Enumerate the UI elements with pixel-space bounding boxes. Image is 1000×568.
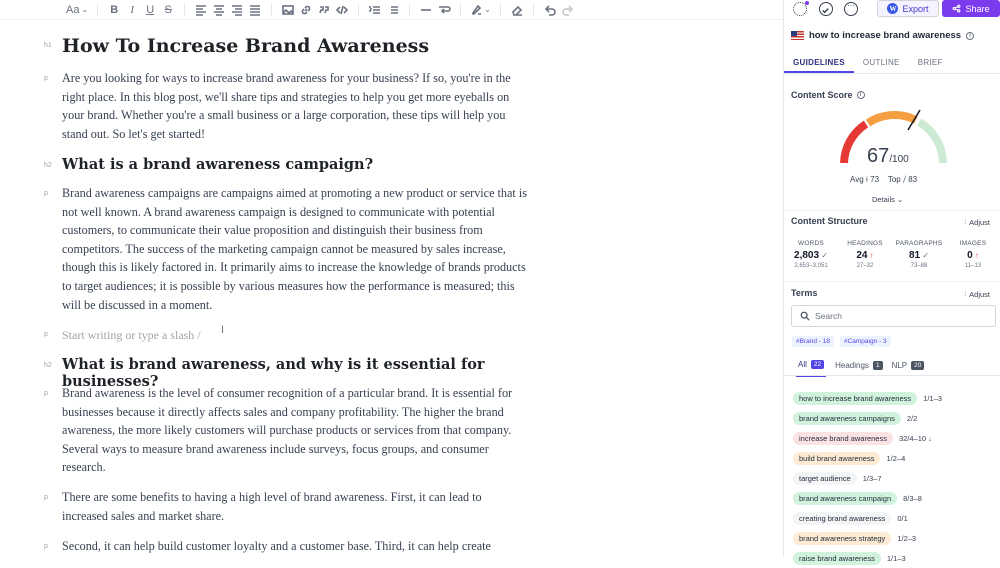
quote-button[interactable] (315, 1, 333, 19)
toolbar-separator (97, 4, 98, 16)
term-chip[interactable]: build brand awareness (793, 452, 880, 465)
stat-headings (838, 240, 892, 269)
terms-search-input[interactable] (791, 305, 996, 327)
content-score-value (867, 145, 909, 168)
content-score-label: Content Score (791, 90, 853, 100)
ordered-list-button[interactable] (366, 1, 384, 19)
topic-chip[interactable]: #Brand - 18 (792, 336, 834, 347)
undo-button[interactable] (541, 1, 559, 19)
search-placeholder: Search (815, 311, 842, 321)
term-count: 0/1 (897, 513, 908, 523)
panel-tabs (784, 52, 1000, 74)
stat-range: 2,653–3,051 (794, 263, 828, 269)
undo-icon (544, 4, 556, 16)
align-justify-button[interactable] (246, 1, 264, 19)
align-center-button[interactable] (210, 1, 228, 19)
bullet-list-button[interactable] (384, 1, 402, 19)
target-keyword (791, 30, 974, 41)
avg-marker-icon: ⟊ (865, 175, 871, 184)
editor-toolbar (0, 0, 783, 20)
section-divider (784, 210, 1000, 211)
block-type-tag: p (44, 190, 48, 197)
term-count: 32/4–10 ↓ (898, 433, 932, 443)
term-chip[interactable]: brand awareness campaigns (793, 412, 901, 425)
quote-icon (318, 4, 330, 16)
top-marker-icon: ⧸ (902, 175, 909, 184)
bullet-list-icon (387, 4, 399, 16)
avg-label: Avg (850, 175, 864, 184)
adjust-label: Adjust (969, 217, 990, 227)
gauge-orange-segment (868, 115, 916, 123)
heading-1[interactable]: How To Increase Brand Awareness (62, 35, 430, 57)
strikethrough-button[interactable]: S (164, 3, 172, 16)
align-right-button[interactable] (228, 1, 246, 19)
notification-dot (805, 1, 809, 5)
heading-2-campaign[interactable]: What is a brand awareness campaign? (62, 156, 374, 173)
term-chip[interactable]: brand awareness campaign (793, 492, 897, 505)
check-circle-icon[interactable] (819, 2, 833, 16)
filter-tab-all[interactable]: All 22 (796, 360, 826, 377)
term-row[interactable] (793, 448, 942, 468)
stat-value: 0 ↑ (967, 250, 979, 261)
redo-button[interactable] (559, 1, 577, 19)
term-row[interactable] (793, 508, 942, 528)
toolbar-separator (533, 4, 534, 16)
editor-canvas[interactable] (0, 22, 783, 556)
block-type-tag: p (44, 543, 48, 550)
paragraph-definition[interactable]: Brand awareness is the level of consumer recognition of a particular brand. It is essential for businesses because it directly affects sales and company profitability. The higher the brand awareness, the more likely customers will purchase products or services from that company. Several ways to measure brand awareness include surveys, focus groups, and consumer research. (62, 386, 513, 475)
link-button[interactable] (297, 1, 315, 19)
block-type-tag: h2 (44, 162, 52, 169)
stat-images (946, 240, 1000, 269)
image-icon (282, 4, 294, 16)
term-chip[interactable]: creating brand awareness (793, 512, 891, 525)
term-chip[interactable]: target audience (793, 472, 857, 485)
stat-value: 24 ↑ (856, 250, 874, 261)
filter-tabs-underline (784, 375, 1000, 376)
empty-paragraph-placeholder[interactable]: Start writing or type a slash / (62, 328, 201, 342)
stat-label: IMAGES (959, 240, 987, 247)
align-justify-icon (249, 4, 261, 16)
code-icon (336, 4, 348, 16)
avg-top-scores (850, 175, 917, 185)
term-chip[interactable]: increase brand awareness (793, 432, 893, 445)
gauge-red-segment (844, 124, 866, 163)
term-row[interactable] (793, 428, 942, 448)
tab-brief[interactable]: BRIEF (917, 58, 943, 67)
term-count: 8/3–8 (903, 493, 922, 503)
italic-button[interactable]: I (130, 3, 134, 16)
block-type-tag: p (44, 75, 48, 82)
term-row[interactable] (793, 468, 942, 488)
stat-value: 2,803 ✓ (794, 250, 828, 261)
term-count: 1/3–7 (862, 473, 882, 483)
terms-title: Terms (791, 288, 818, 298)
highlighter-icon (470, 4, 482, 16)
content-score-title (791, 90, 865, 100)
block-type-tag: h1 (44, 42, 52, 49)
terms-list (793, 388, 942, 568)
stat-paragraphs (892, 240, 946, 269)
avg-value: 73 (870, 175, 880, 184)
count-badge: 1 (873, 361, 883, 370)
wordpress-icon: W (889, 4, 897, 13)
toolbar-separator (409, 4, 410, 16)
check-icon: ✓ (819, 251, 828, 260)
stat-label: WORDS (798, 240, 824, 247)
score-number: 67 (867, 145, 890, 167)
content-structure-title: Content Structure (791, 216, 868, 226)
term-chip[interactable]: brand awareness strategy (793, 532, 891, 545)
block-type-tag: p (44, 390, 48, 397)
wrap-button[interactable] (435, 1, 453, 19)
align-right-icon (231, 4, 243, 16)
toolbar-separator (460, 4, 461, 16)
ordered-list-icon (369, 4, 381, 16)
chevron-down-icon: ⌄ (81, 5, 89, 14)
align-left-icon (195, 4, 207, 16)
more-options-icon[interactable]: ··· (844, 2, 858, 16)
score-max: /100 (889, 154, 909, 165)
topic-chips (792, 336, 891, 347)
paragraph-intro[interactable]: Are you looking for ways to increase brand awareness for your business? If so, you're in the right place. In this blog post, we'll share tips and strategies to help you get more eyeballs on your brand. Whether you're a small business or a large corporation, these tips will help you stand out. So let's get started! (62, 71, 511, 141)
share-button[interactable] (942, 0, 1000, 17)
text-cursor-icon: I (221, 324, 225, 336)
font-size-label: Aa (66, 3, 80, 16)
term-count: 1/1–3 (886, 553, 906, 563)
top-value: 83 (908, 175, 918, 184)
toolbar-separator (271, 4, 272, 16)
stat-words (784, 240, 838, 269)
block-type-tag: p (44, 331, 48, 338)
panel-topbar (784, 0, 1000, 20)
align-left-button[interactable] (192, 1, 210, 19)
content-structure-stats (784, 240, 1000, 269)
term-row[interactable] (793, 488, 942, 508)
heading-2-brand-awareness[interactable]: What is brand awareness, and why is it essential for businesses? (62, 356, 485, 390)
term-row[interactable] (793, 388, 942, 408)
paragraph-campaign[interactable]: Brand awareness campaigns are campaigns aimed at promoting a new product or service that is not well known. A brand awareness campaign is designed to communicate with potential customers, to communicate their value proposition and distinguish their business from competitors. The success of the marketing campaign cannot be measured by sales increase, though this is likely factored in. It primarily aims to increase the knowledge of brands products to target audiences; it is possible by various measures how the performance is measured; this will be discussed in a moment. (62, 186, 527, 312)
block-type-tag: p (44, 494, 48, 501)
guidelines-panel (784, 0, 1000, 563)
sliders-icon: ⫶ (964, 217, 967, 226)
arrow-up-icon: ↑ (972, 251, 979, 260)
arrow-up-icon: ↑ (867, 251, 874, 260)
stat-range: 73–88 (910, 263, 928, 269)
stat-label: PARAGRAPHS (895, 240, 943, 247)
term-chip[interactable]: how to increase brand awareness (793, 392, 917, 405)
term-count: 1/2–4 (886, 453, 906, 463)
toolbar-separator (358, 4, 359, 16)
redo-icon (562, 4, 574, 16)
term-count: 1/1–3 (923, 393, 942, 403)
check-icon: ✓ (920, 251, 930, 260)
horizontal-rule-icon (420, 4, 432, 16)
clear-format-button[interactable] (508, 1, 526, 19)
highlight-button[interactable] (468, 1, 493, 19)
sliders-icon: ⫶ (964, 289, 967, 298)
term-row[interactable] (793, 548, 942, 568)
tab-outline[interactable]: OUTLINE (862, 58, 900, 67)
code-button[interactable] (333, 1, 351, 19)
tab-guidelines[interactable]: GUIDELINES (784, 52, 854, 73)
toolbar-separator (500, 4, 501, 16)
us-flag-icon (791, 31, 804, 40)
block-type-tag: h2 (44, 362, 52, 369)
chevron-down-icon: ⌄ (484, 5, 491, 14)
underline-button[interactable]: U (146, 3, 155, 16)
stat-label: HEADINGS (847, 240, 883, 247)
export-label: Export (902, 3, 929, 14)
link-icon (300, 4, 312, 16)
align-center-icon (213, 4, 225, 16)
gauge-green-segment (919, 122, 943, 163)
count-badge: 20 (911, 361, 924, 370)
details-toggle[interactable] (872, 195, 903, 204)
filter-tab-nlp[interactable]: NLP 20 (892, 360, 925, 377)
details-label: Details (872, 195, 895, 204)
share-icon (952, 4, 961, 13)
paragraph-loyalty[interactable]: Second, it can help build customer loyalty and a customer base. Third, it can help create (62, 539, 491, 553)
term-count: 1/2–3 (897, 533, 917, 543)
stat-value: 81 ✓ (908, 250, 930, 261)
count-badge: 22 (811, 360, 824, 369)
wrap-icon (438, 4, 450, 16)
terms-adjust-button[interactable] (964, 289, 990, 299)
stat-range: 27–32 (856, 263, 874, 269)
divider-button[interactable] (417, 1, 435, 19)
topic-chip[interactable]: #Campaign - 3 (840, 336, 891, 347)
font-size-dropdown[interactable] (64, 1, 90, 19)
adjust-label: Adjust (969, 289, 990, 299)
top-label: Top (887, 175, 901, 184)
eraser-icon (511, 4, 523, 16)
bold-button[interactable]: B (110, 3, 119, 16)
term-count: 2/2 (906, 413, 918, 423)
export-button[interactable] (877, 0, 939, 17)
term-row[interactable] (793, 408, 942, 428)
paragraph-benefits[interactable]: There are some benefits to having a high level of brand awareness. First, it can lead to increased sales and market share. (62, 490, 482, 523)
share-label: Share (965, 3, 990, 14)
term-row[interactable] (793, 528, 942, 548)
toolbar-separator (184, 4, 185, 16)
info-icon[interactable]: i (966, 32, 974, 40)
search-icon (800, 311, 810, 321)
stat-range: 11–13 (964, 263, 982, 269)
info-icon[interactable]: i (857, 91, 865, 99)
filter-tab-headings[interactable]: Headings 1 (835, 360, 882, 377)
keyword-label: how to increase brand awareness (809, 30, 962, 41)
term-chip[interactable]: raise brand awareness (793, 552, 881, 565)
section-divider (784, 281, 1000, 282)
image-button[interactable] (279, 1, 297, 19)
chevron-down-icon: ⌄ (897, 195, 904, 204)
structure-adjust-button[interactable] (964, 217, 990, 227)
